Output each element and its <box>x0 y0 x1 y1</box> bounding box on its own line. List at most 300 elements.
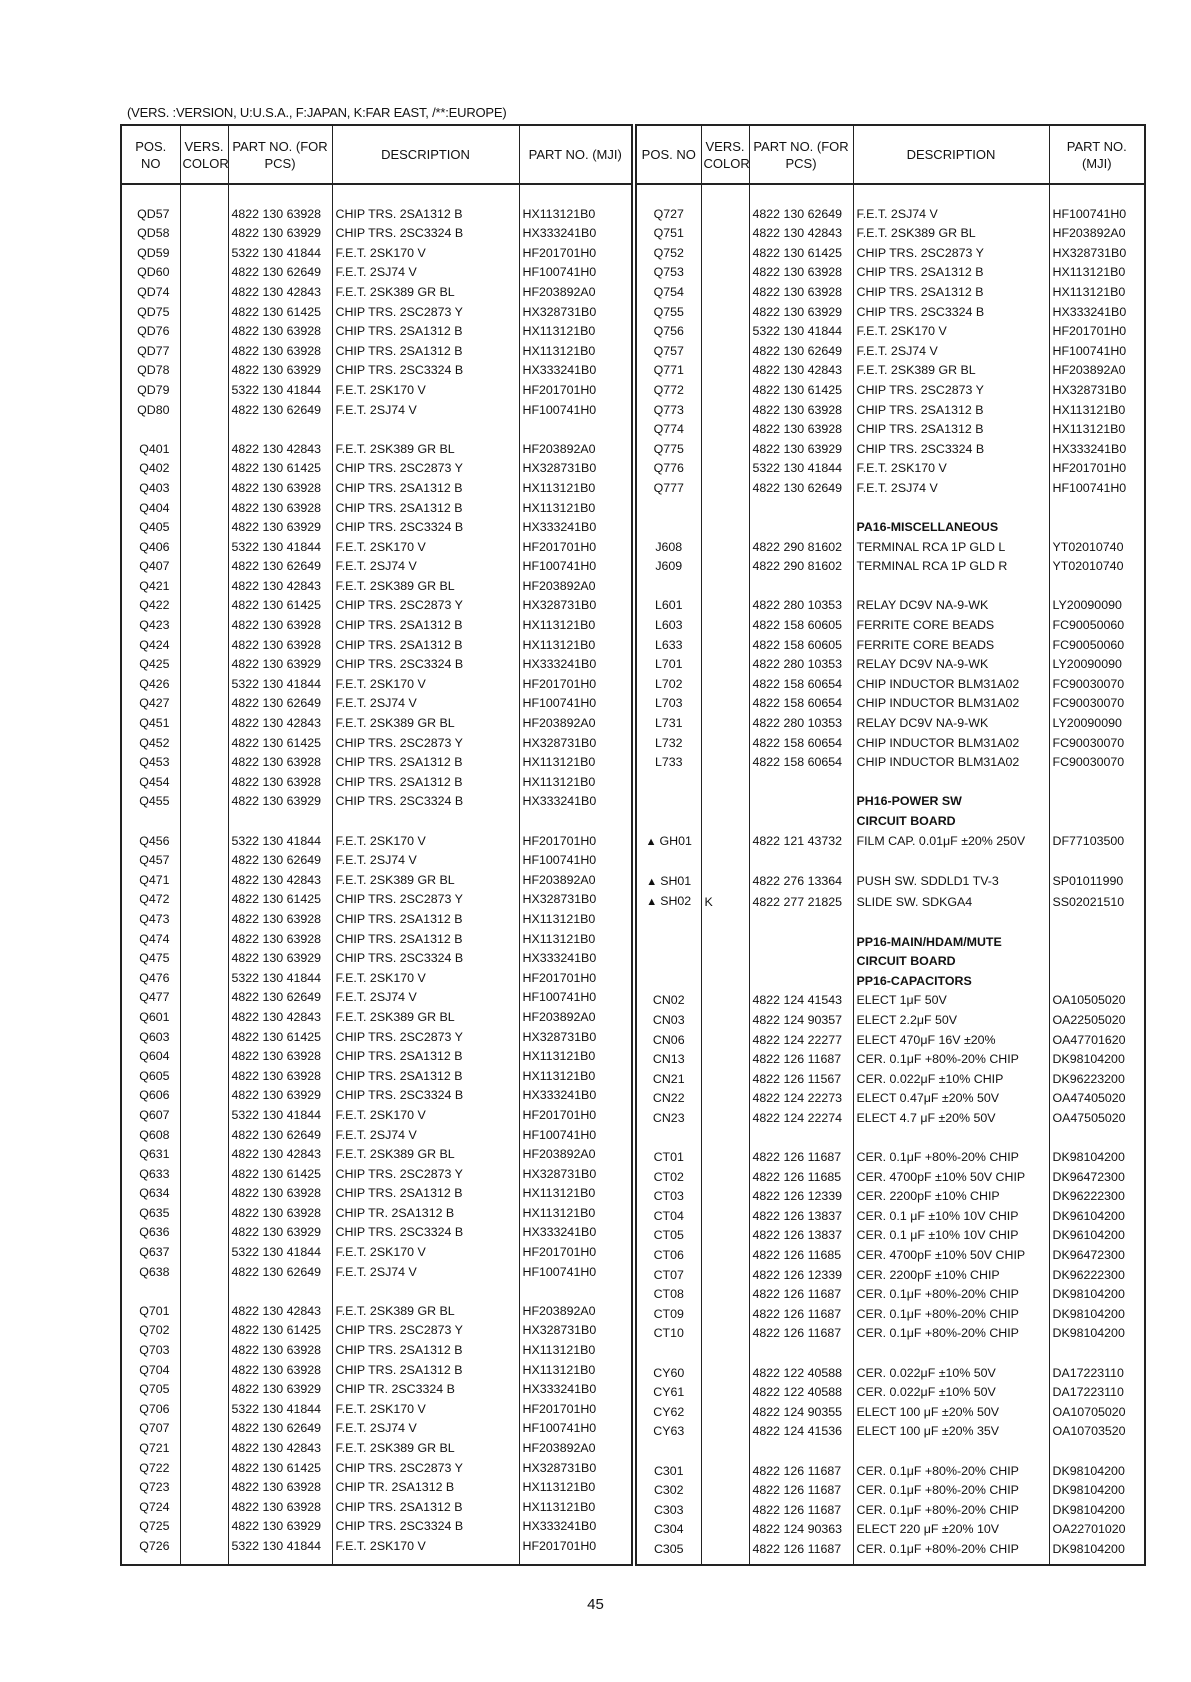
mji-part-no-cell-text: HF203892A0 <box>522 872 596 887</box>
part-no-cell-text: 4822 126 11687 <box>752 1287 842 1302</box>
mji-part-no-cell <box>519 499 631 519</box>
part-no-cell-text: 4822 130 63929 <box>231 1519 322 1534</box>
mji-part-no-cell <box>1049 1050 1144 1070</box>
pos-cell-text: CN06 <box>652 1032 685 1047</box>
part-no-cell-text: 4822 126 13837 <box>752 1228 843 1243</box>
description-cell <box>332 205 519 225</box>
description-cell <box>332 224 519 244</box>
mji-part-no-cell-text: HX113121B0 <box>522 343 596 358</box>
part-no-cell <box>228 361 332 381</box>
mji-part-no-cell-text: OA47505020 <box>1052 1110 1126 1125</box>
vers-cell <box>180 753 228 773</box>
pos-cell <box>122 1145 180 1165</box>
mji-part-no-cell <box>1049 1109 1144 1129</box>
part-no-cell <box>749 972 853 992</box>
description-cell-text: CHIP TRS. 2SA1312 B <box>335 324 463 339</box>
description-cell-text: PH16-POWER SW <box>856 794 962 809</box>
mji-part-no-cell-text: HX328731B0 <box>522 1460 597 1475</box>
description-cell <box>853 1501 1049 1521</box>
description-cell-text: CHIP TRS. 2SA1312 B <box>856 422 984 437</box>
pos-cell <box>122 773 180 793</box>
description-cell-text: ELECT 100 μF ±20% 35V <box>856 1424 1000 1439</box>
description-cell <box>853 342 1049 362</box>
vers-cell <box>180 910 228 930</box>
pos-cell-text: Q404 <box>139 500 170 515</box>
description-cell <box>332 636 519 656</box>
parts-row <box>637 832 1144 853</box>
mji-part-no-cell-text: HX113121B0 <box>522 755 596 770</box>
pos-cell-text: Q605 <box>139 1068 170 1083</box>
mji-part-no-cell-text: HX113121B0 <box>1052 422 1126 437</box>
mji-part-no-cell-text: HF100741H0 <box>1052 343 1127 358</box>
pos-cell-text: Q477 <box>139 990 170 1005</box>
mji-part-no-cell <box>1049 952 1144 972</box>
pos-cell <box>637 1148 701 1168</box>
vers-cell <box>180 655 228 675</box>
header-pos: POS. NO <box>637 126 701 184</box>
part-no-cell <box>228 596 332 616</box>
vers-cell <box>180 734 228 754</box>
pos-cell <box>637 1187 701 1207</box>
mji-part-no-cell <box>519 1478 631 1498</box>
pos-cell-text: L601 <box>654 598 683 613</box>
description-cell <box>853 596 1049 616</box>
pos-cell-text: Q704 <box>139 1362 170 1377</box>
part-no-cell-text: 4822 130 63928 <box>231 774 322 789</box>
spacer-row <box>637 1442 1144 1462</box>
part-no-cell <box>749 1266 853 1286</box>
mji-part-no-cell <box>519 694 631 714</box>
vers-cell <box>701 205 749 225</box>
header-part-no: PART NO. (FOR PCS) <box>228 126 332 184</box>
parts-row <box>637 1031 1144 1051</box>
pos-cell <box>637 1070 701 1090</box>
part-no-cell-text: 5322 130 41844 <box>752 461 843 476</box>
part-no-cell <box>228 949 332 969</box>
pos-cell-text: QD59 <box>137 245 170 260</box>
mji-part-no-cell-text: DF77103500 <box>1052 834 1125 849</box>
part-no-cell <box>749 244 853 264</box>
mji-part-no-cell-text: HX113121B0 <box>522 480 596 495</box>
parts-row <box>637 479 1144 499</box>
parts-row <box>637 342 1144 362</box>
vers-cell <box>701 1501 749 1521</box>
parts-row <box>637 1050 1144 1070</box>
pos-cell-text: Q633 <box>139 1166 170 1181</box>
part-no-cell <box>228 459 332 479</box>
description-cell-text: ELECT 0.47μF ±20% 50V <box>856 1091 1000 1106</box>
mji-part-no-cell <box>519 1282 631 1302</box>
description-cell <box>853 499 1049 519</box>
description-cell <box>332 871 519 891</box>
vers-cell <box>180 1419 228 1439</box>
pos-cell <box>637 596 701 616</box>
description-cell <box>853 872 1049 893</box>
mji-part-no-cell <box>1049 1364 1144 1384</box>
parts-row <box>637 694 1144 714</box>
part-no-cell-text: 4822 130 63928 <box>231 324 322 339</box>
description-cell <box>332 1517 519 1537</box>
part-no-cell <box>749 1089 853 1109</box>
vers-cell <box>701 361 749 381</box>
part-no-cell <box>749 1070 853 1090</box>
pos-cell-text: Q407 <box>139 559 170 574</box>
mji-part-no-cell <box>1049 1344 1144 1364</box>
description-cell <box>332 616 519 636</box>
description-cell-text: FERRITE CORE BEADS <box>856 618 995 633</box>
description-cell-text: CHIP TRS. 2SC3324 B <box>335 520 464 535</box>
mji-part-no-cell <box>519 1086 631 1106</box>
pos-cell-text: L733 <box>654 755 683 770</box>
part-no-cell-text: 4822 130 63929 <box>231 1382 322 1397</box>
part-no-cell-text: 4822 290 81602 <box>752 539 843 554</box>
mji-part-no-cell <box>519 890 631 910</box>
part-no-cell-text: 4822 126 11687 <box>752 1463 842 1478</box>
parts-row <box>637 1266 1144 1286</box>
parts-row <box>637 224 1144 244</box>
parts-row <box>637 1422 1144 1442</box>
vers-cell <box>180 577 228 597</box>
description-cell <box>332 538 519 558</box>
part-no-cell-text: 4822 130 63929 <box>231 1088 322 1103</box>
pos-cell-text: L701 <box>654 657 683 672</box>
vers-cell <box>180 303 228 323</box>
part-no-cell-text: 4822 130 61425 <box>231 1460 322 1475</box>
mji-part-no-cell-text: HX113121B0 <box>522 500 596 515</box>
description-cell <box>332 1380 519 1400</box>
part-no-cell <box>228 969 332 989</box>
mji-part-no-cell-text: HX328731B0 <box>522 1029 597 1044</box>
pos-cell-text: QD74 <box>137 284 170 299</box>
description-cell-text: F.E.T. 2SK389 GR BL <box>335 1009 455 1024</box>
pos-cell-text: Q721 <box>139 1441 170 1455</box>
description-cell-text: F.E.T. 2SK170 V <box>335 539 426 554</box>
parts-row <box>122 303 631 323</box>
description-cell <box>332 1498 519 1518</box>
description-cell <box>853 577 1049 597</box>
description-cell-text: CHIP TRS. 2SC2873 Y <box>335 1460 463 1475</box>
part-no-cell-text: 4822 130 61425 <box>231 461 322 476</box>
description-cell <box>853 1442 1049 1462</box>
mji-part-no-cell-text: HX113121B0 <box>522 1343 596 1358</box>
parts-row <box>122 1028 631 1048</box>
part-no-cell-text: 4822 130 63929 <box>231 657 322 672</box>
description-cell <box>332 1537 519 1557</box>
vers-cell <box>701 913 749 933</box>
mji-part-no-cell <box>519 577 631 597</box>
description-cell <box>332 479 519 499</box>
description-cell <box>332 1008 519 1028</box>
pos-cell-text: CN23 <box>652 1110 685 1125</box>
mji-part-no-cell <box>1049 1266 1144 1286</box>
spacer-row <box>637 499 1144 519</box>
part-no-cell-text: 4822 130 61425 <box>231 304 322 319</box>
description-cell-text: ELECT 100 μF ±20% 50V <box>856 1404 1000 1419</box>
part-no-cell <box>228 1086 332 1106</box>
part-no-cell-text: 4822 130 63928 <box>231 1362 322 1377</box>
pos-cell <box>637 1344 701 1364</box>
description-cell-text: F.E.T. 2SJ74 V <box>335 990 417 1005</box>
pos-cell-text: Q423 <box>139 618 170 633</box>
description-cell-text: F.E.T. 2SJ74 V <box>335 696 417 711</box>
part-no-cell-text: 4822 130 63929 <box>231 363 322 378</box>
part-no-cell-text: 4822 124 90357 <box>752 1012 843 1027</box>
vers-cell <box>180 459 228 479</box>
pos-cell <box>122 1223 180 1243</box>
mji-part-no-cell <box>1049 832 1144 853</box>
part-no-cell-text: 4822 130 42843 <box>231 716 322 731</box>
part-no-cell-text: 4822 130 62649 <box>231 696 322 711</box>
mji-part-no-cell-text: HF201701H0 <box>522 1107 597 1122</box>
pos-cell-text: CT06 <box>653 1248 684 1263</box>
parts-row <box>122 342 631 362</box>
pos-cell-text: CT08 <box>653 1287 684 1302</box>
vers-cell <box>180 381 228 401</box>
pos-cell <box>637 1089 701 1109</box>
part-no-cell <box>749 616 853 636</box>
parts-row <box>122 753 631 773</box>
description-cell-text: CHIP TRS. 2SC3324 B <box>335 951 464 966</box>
header-part-no-mji: PART NO. (MJI) <box>519 126 631 184</box>
pos-cell-text: C303 <box>653 1502 684 1517</box>
part-no-cell-text: 4822 158 60654 <box>752 755 843 770</box>
part-no-cell <box>749 1129 853 1149</box>
mji-part-no-cell <box>519 1028 631 1048</box>
mji-part-no-cell <box>519 871 631 891</box>
part-no-cell <box>228 1302 332 1322</box>
mji-part-no-cell <box>1049 1168 1144 1188</box>
section-heading-row <box>637 972 1144 992</box>
part-no-cell <box>228 1419 332 1439</box>
description-cell <box>332 303 519 323</box>
description-cell <box>853 1207 1049 1227</box>
part-no-cell <box>228 1380 332 1400</box>
mji-part-no-cell-text: HF201701H0 <box>522 245 597 260</box>
vers-cell <box>701 1246 749 1266</box>
part-no-cell-text: 4822 124 90355 <box>752 1404 843 1419</box>
pos-cell <box>637 518 701 538</box>
part-no-cell-text: 4822 130 63928 <box>752 265 843 280</box>
mji-part-no-cell-text: HX113121B0 <box>522 774 596 789</box>
mji-part-no-cell-text: HX113121B0 <box>522 1499 596 1514</box>
mji-part-no-cell <box>1049 557 1144 577</box>
part-no-cell <box>228 714 332 734</box>
part-no-cell <box>749 538 853 558</box>
description-cell-text: F.E.T. 2SK389 GR BL <box>335 1303 455 1318</box>
mji-part-no-cell-text: HX333241B0 <box>1052 304 1127 319</box>
mji-part-no-cell <box>1049 933 1144 953</box>
vers-cell <box>180 1047 228 1067</box>
pos-cell <box>637 933 701 953</box>
pos-cell <box>122 1086 180 1106</box>
vers-cell <box>180 1086 228 1106</box>
mji-part-no-cell <box>519 812 631 832</box>
part-no-cell-text: 4822 158 60605 <box>752 637 843 652</box>
mji-part-no-cell-text: HF201701H0 <box>522 833 597 848</box>
pos-cell-text: Q454 <box>139 774 170 789</box>
description-cell <box>332 792 519 812</box>
description-cell <box>853 1168 1049 1188</box>
description-cell <box>853 1422 1049 1442</box>
vers-cell <box>701 872 749 893</box>
pos-cell-text: Q777 <box>653 480 684 495</box>
parts-row <box>637 205 1144 225</box>
vers-cell <box>180 499 228 519</box>
part-no-cell-text: 4822 130 62649 <box>231 402 322 417</box>
pos-cell-text: Q476 <box>139 970 170 985</box>
parts-row <box>122 1537 631 1557</box>
mji-part-no-cell-text: HX333241B0 <box>522 951 597 966</box>
parts-row <box>637 401 1144 421</box>
pos-cell <box>122 322 180 342</box>
part-no-cell-text: 4822 130 62649 <box>231 990 322 1005</box>
description-cell-text: F.E.T. 2SK389 GR BL <box>335 1147 455 1162</box>
mji-part-no-cell-text: HX113121B0 <box>522 618 596 633</box>
vers-cell <box>701 636 749 656</box>
pos-cell-text: CY60 <box>653 1365 685 1380</box>
part-no-cell-text: 4822 130 63929 <box>231 520 322 535</box>
vers-cell <box>701 972 749 992</box>
mji-part-no-cell-text: HF100741H0 <box>522 559 597 574</box>
pos-cell-text: Q756 <box>653 324 684 339</box>
vers-cell <box>701 184 749 205</box>
part-no-cell-text: 4822 158 60654 <box>752 676 843 691</box>
mji-part-no-cell-text: HF100741H0 <box>522 1127 597 1142</box>
pos-cell-text: Q723 <box>139 1480 170 1495</box>
part-no-cell <box>749 753 853 773</box>
pos-cell <box>122 577 180 597</box>
vers-cell <box>701 1442 749 1462</box>
part-no-cell <box>749 459 853 479</box>
parts-row <box>122 440 631 460</box>
part-no-cell-text: 4822 130 63929 <box>231 794 322 809</box>
mji-part-no-cell-text: OA10705020 <box>1052 1404 1126 1419</box>
pos-cell <box>637 1442 701 1462</box>
vers-cell <box>180 636 228 656</box>
vers-cell <box>180 1008 228 1028</box>
description-cell <box>853 381 1049 401</box>
mji-part-no-cell-text: HF100741H0 <box>522 265 597 280</box>
vers-cell <box>701 1462 749 1482</box>
mji-part-no-cell <box>519 381 631 401</box>
part-no-cell <box>228 1067 332 1087</box>
mji-part-no-cell <box>519 224 631 244</box>
pos-cell-text: Q772 <box>653 382 684 397</box>
pos-cell <box>122 694 180 714</box>
part-no-cell <box>749 832 853 853</box>
mji-part-no-cell-text: DK96222300 <box>1052 1267 1125 1282</box>
pos-cell-text: Q773 <box>653 402 684 417</box>
part-no-cell <box>228 401 332 421</box>
vers-cell <box>701 1089 749 1109</box>
part-no-cell <box>228 479 332 499</box>
pos-cell-text: Q638 <box>139 1264 170 1279</box>
vers-cell <box>180 596 228 616</box>
mji-part-no-cell-text: DK96222300 <box>1052 1189 1125 1204</box>
part-no-cell-text: 4822 130 62649 <box>231 1264 322 1279</box>
pos-cell-text: Q403 <box>139 480 170 495</box>
vers-cell <box>701 459 749 479</box>
pos-cell <box>122 812 180 832</box>
part-no-cell-text: 4822 124 22273 <box>752 1091 843 1106</box>
description-cell-text: CHIP TRS. 2SC3324 B <box>335 794 464 809</box>
pos-cell-text: QD79 <box>137 382 170 397</box>
mji-part-no-cell <box>1049 1324 1144 1344</box>
vers-cell <box>701 381 749 401</box>
mji-part-no-cell <box>1049 1442 1144 1462</box>
pos-cell <box>637 952 701 972</box>
pos-cell <box>122 636 180 656</box>
mji-part-no-cell-text: OA10505020 <box>1052 993 1126 1008</box>
parts-row <box>122 675 631 695</box>
parts-row <box>122 322 631 342</box>
part-no-cell-text: 4822 130 63928 <box>231 1049 322 1064</box>
description-cell-text: F.E.T. 2SJ74 V <box>335 1127 417 1142</box>
part-no-cell <box>749 852 853 872</box>
vers-cell <box>180 224 228 244</box>
pos-cell-text: L731 <box>654 716 683 731</box>
pos-cell <box>637 1129 701 1149</box>
mji-part-no-cell <box>519 753 631 773</box>
right-parts-table <box>635 124 1146 1566</box>
pos-cell <box>122 1459 180 1479</box>
part-no-cell <box>749 872 853 893</box>
mji-part-no-cell <box>1049 1089 1144 1109</box>
mji-part-no-cell <box>1049 244 1144 264</box>
pos-cell <box>122 1439 180 1459</box>
mji-part-no-cell-text: LY20090090 <box>1052 716 1122 731</box>
vers-cell <box>180 1400 228 1420</box>
pos-cell-text: SH01 <box>660 873 692 888</box>
mji-part-no-cell <box>519 792 631 812</box>
parts-row <box>122 1361 631 1381</box>
part-no-cell <box>228 1478 332 1498</box>
mji-part-no-cell <box>519 930 631 950</box>
description-cell-text: CHIP TRS. 2SA1312 B <box>335 755 463 770</box>
part-no-cell-text: 4822 130 63928 <box>231 931 322 946</box>
vers-cell <box>701 1031 749 1051</box>
mji-part-no-cell <box>519 1498 631 1518</box>
vers-cell <box>701 952 749 972</box>
parts-row <box>637 361 1144 381</box>
part-no-cell-text: 5322 130 41844 <box>752 324 843 339</box>
parts-row <box>122 283 631 303</box>
part-no-cell <box>228 616 332 636</box>
part-no-cell <box>749 1011 853 1031</box>
vers-cell <box>180 890 228 910</box>
mji-part-no-cell <box>1049 892 1144 913</box>
vers-cell <box>701 1226 749 1246</box>
pos-cell-text: Q427 <box>139 696 170 711</box>
mji-part-no-cell-text: HF100741H0 <box>1052 480 1127 495</box>
pos-cell <box>122 969 180 989</box>
part-no-cell <box>749 812 853 832</box>
pos-cell <box>637 1383 701 1403</box>
description-cell <box>853 1403 1049 1423</box>
parts-row <box>637 1070 1144 1090</box>
part-no-cell <box>749 773 853 793</box>
mji-part-no-cell-text: HX328731B0 <box>522 892 597 907</box>
pos-cell <box>122 479 180 499</box>
mji-part-no-cell <box>1049 459 1144 479</box>
pos-cell <box>122 871 180 891</box>
mji-part-no-cell <box>519 910 631 930</box>
mji-part-no-cell <box>519 322 631 342</box>
description-cell <box>853 303 1049 323</box>
parts-row <box>637 714 1144 734</box>
mji-part-no-cell-text: HX113121B0 <box>522 1068 596 1083</box>
parts-row <box>637 1364 1144 1384</box>
